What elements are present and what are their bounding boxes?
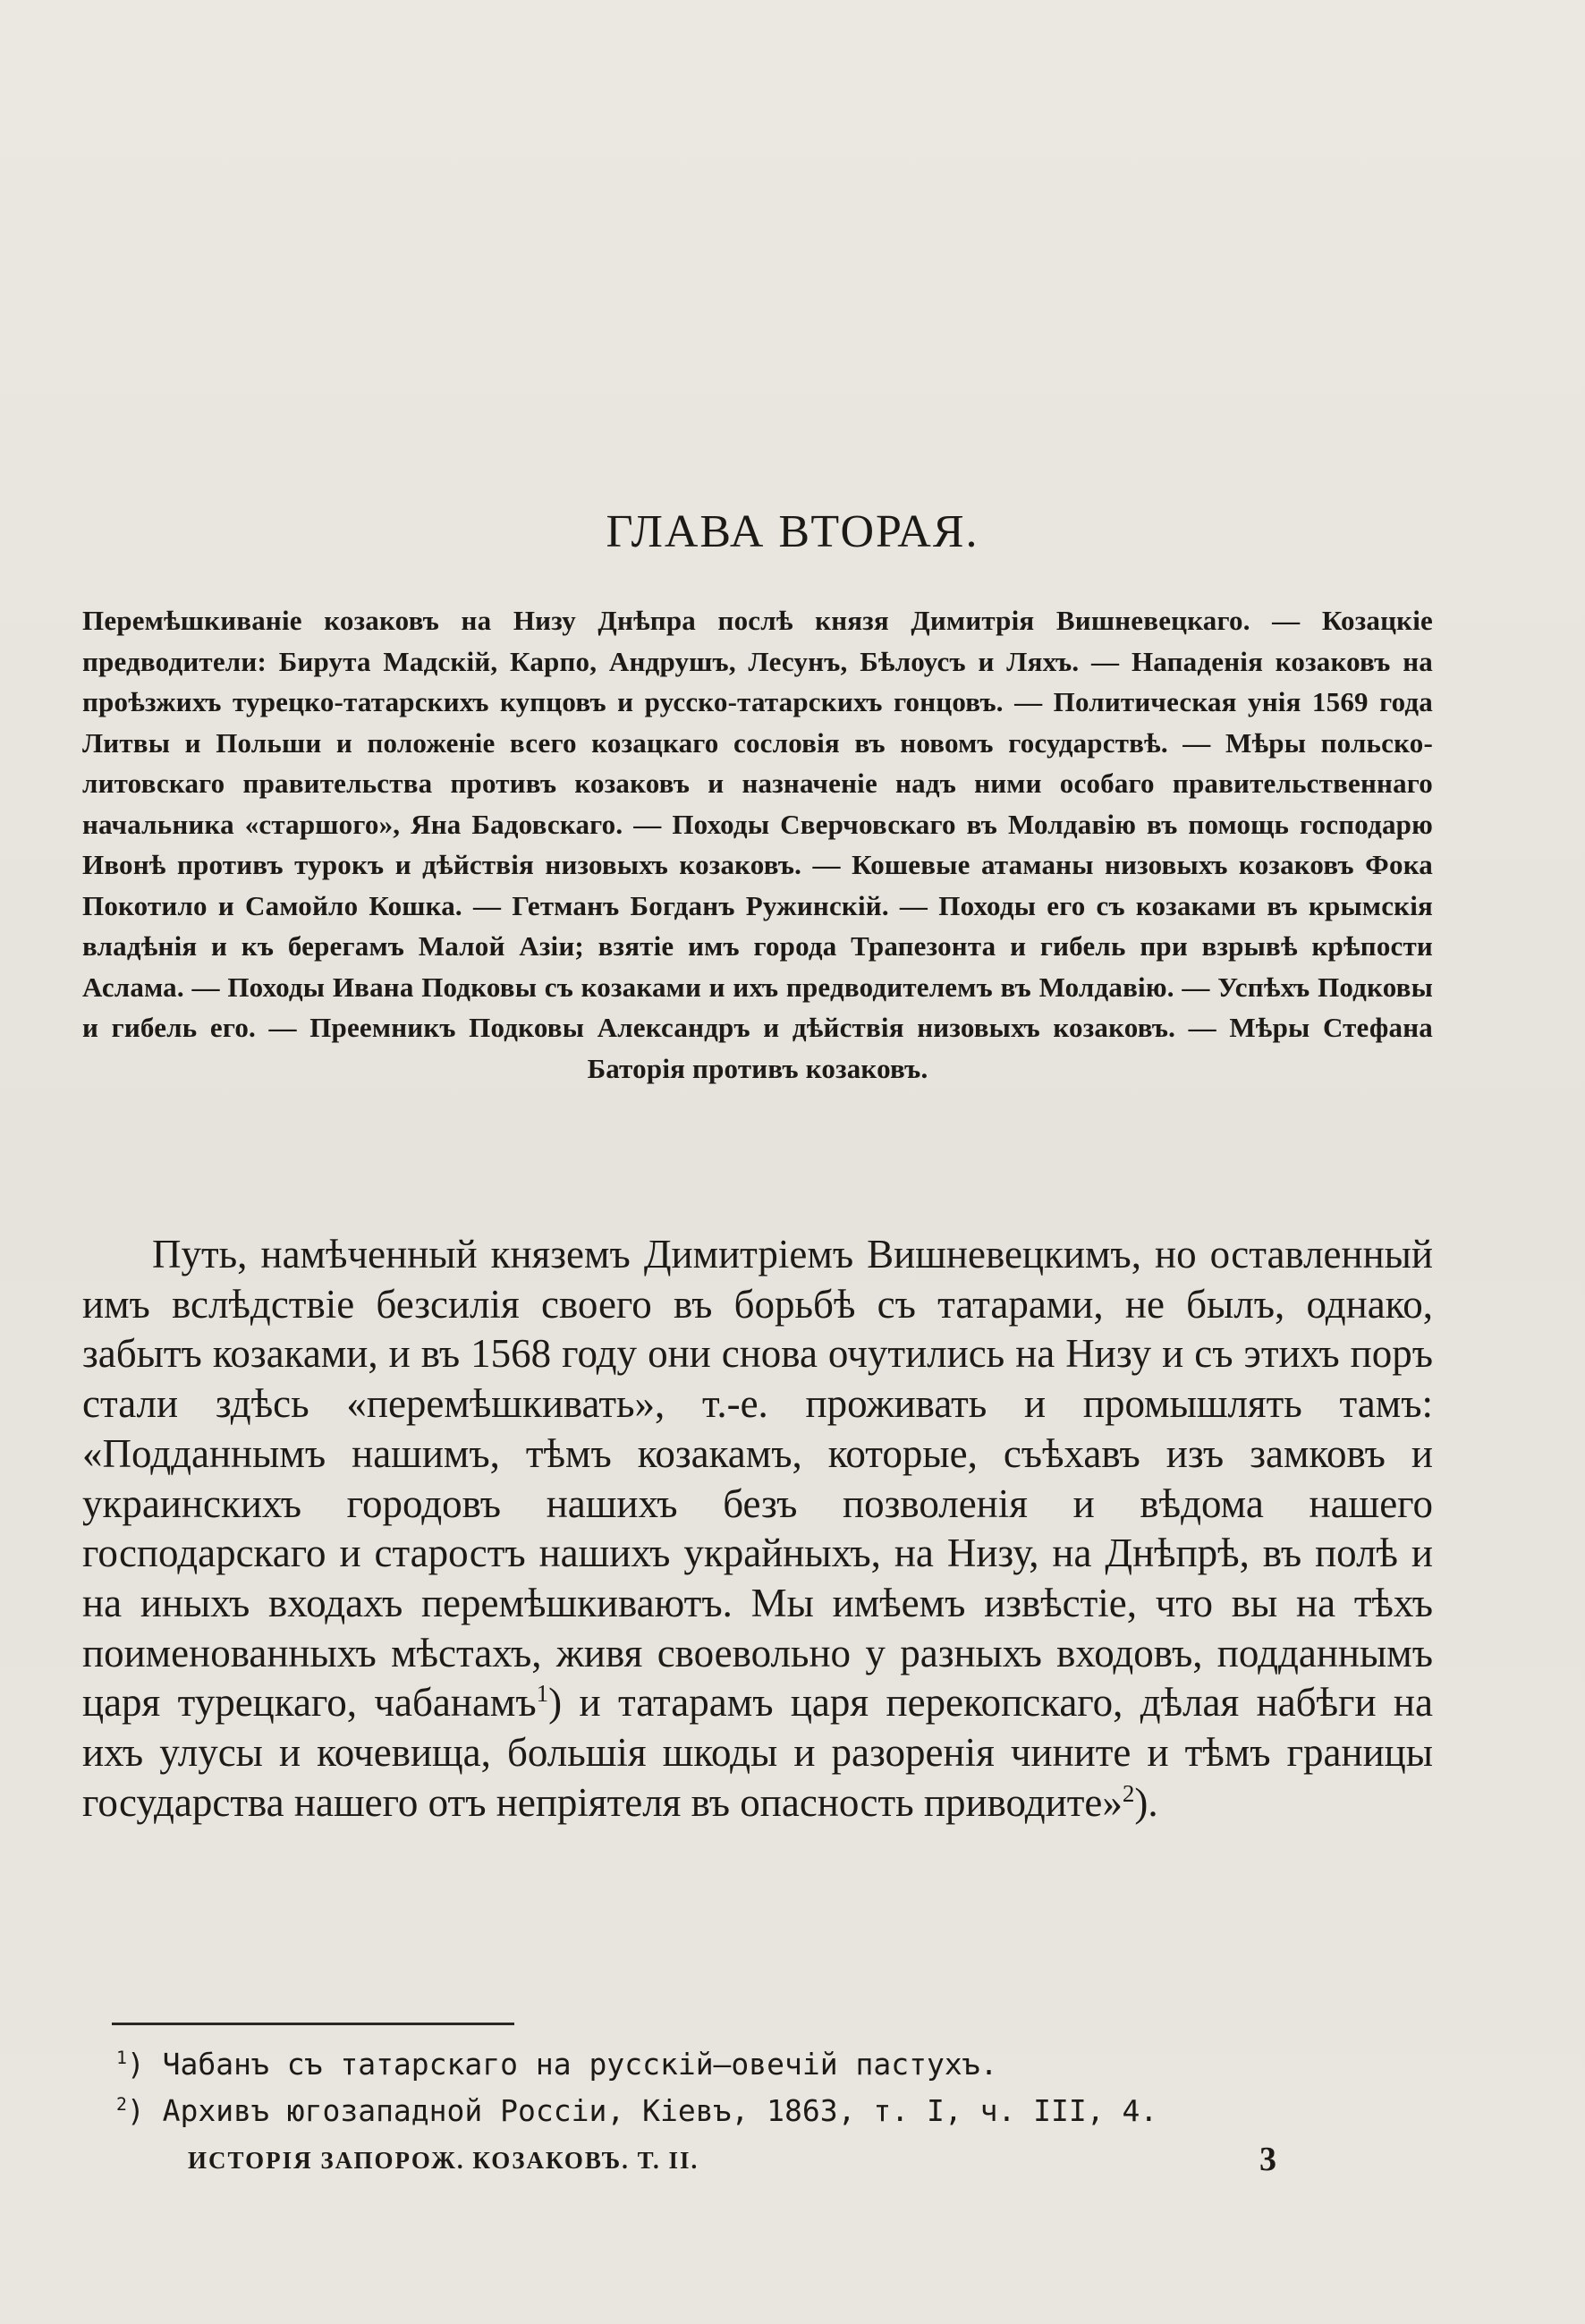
page-number: 3	[1259, 2141, 1276, 2178]
body-paragraph	[82, 1230, 1433, 1828]
footnotes	[116, 2041, 1413, 2134]
footnote-1: $^1$) Чабанъ съ татарскаго на русскій—овечій пастухъ.	[116, 2047, 998, 2082]
chapter-title: ГЛАВА ВТОРАЯ.	[606, 505, 979, 557]
bleed-through-texture	[152, 107, 1440, 157]
chapter-summary: Перемѣшкиваніе козаковъ на Низу Днѣпра послѣ князя Димитрія Вишневецкаго. — Козацкіе предводители: Бирута Мадскій, Карпо, Андрушъ, Лесунъ, Бѣлоусъ и Ляхъ. — Нападенія козаковъ на проѣзжихъ турецко-татарскихъ купцовъ и русско-татарскихъ гонцовъ. — Политическая унія 1569 года Литвы и Польши и положеніе всего козацкаго сословія въ новомъ государствѣ. — Мѣры польско-литовскаго правительства противъ козаковъ и назначеніе надъ ними особаго правительственнаго начальника «старшого», Яна Бадовскаго. — Походы Сверчовскаго въ Молдавію въ помощь господарю Ивонѣ противъ турокъ и дѣйствія низовыхъ козаковъ. — Кошевые атаманы низовыхъ козаковъ Фока Покотило и Самойло Кошка. — Гетманъ Богданъ Ружинскій. — Походы его съ козаками въ крымскія владѣнія и къ берегамъ Малой Азіи; взятіе имъ города Трапезонта и гибель при взрывѣ крѣпости Аслама. — Походы Ивана Подковы съ козаками и ихъ предводителемъ въ Молдавію. — Успѣхъ Подковы и гибель его. — Преемникъ Подковы Александръ и дѣйствія низовыхъ козаковъ. — Мѣры Стефана Баторія противъ козаковъ.	[82, 605, 1433, 1084]
footnote-ref-1: 1	[536, 1680, 549, 1708]
footnote-ref-2: 2	[1122, 1779, 1135, 1807]
footnote-2: $^2$) Архивъ югозападной Россіи, Кіевъ, 1863, т. I, ч. III, 4.	[116, 2093, 1158, 2128]
footnote-ref-1-close: )	[548, 1680, 563, 1726]
body-text-part-2: и татарамъ царя перекопскаго, дѣлая набѣги на ихъ улусы и кочевища, большія шкоды и разоренія чините и тѣмъ границы государства нашего отъ непріятеля въ опасность приводите»	[82, 1680, 1433, 1825]
running-title: ИСТОРІЯ ЗАПОРОЖ. КОЗАКОВЪ. Т. II.	[188, 2147, 699, 2174]
footnote-separator	[112, 2023, 514, 2025]
body-text-part-1: Путь, намѣченный княземъ Димитріемъ Вишневецкимъ, но оставленный имъ вслѣдствіе безсилія своего въ борьбѣ съ татарами, не былъ, однако, забытъ козаками, и въ 1568 году они снова очутились на Низу и съ этихъ поръ стали здѣсь «перемѣшкивать», т.-е. проживать и промышлять тамъ: «Подданнымъ нашимъ, тѣмъ козакамъ, которые, съѣхавъ изъ замковъ и украинскихъ городовъ нашихъ безъ позволенія и вѣдома нашего господарскаго и старостъ нашихъ украйныхъ, на Низу, на Днѣпрѣ, въ полѣ и на иныхъ входахъ перемѣшкиваютъ. Мы имѣемъ извѣстіе, что вы на тѣхъ поименованныхъ мѣстахъ, живя своевольно у разныхъ входовъ, подданнымъ царя турецкаго, чабанамъ	[82, 1232, 1433, 1726]
footnote-ref-2-close: ).	[1134, 1779, 1158, 1825]
